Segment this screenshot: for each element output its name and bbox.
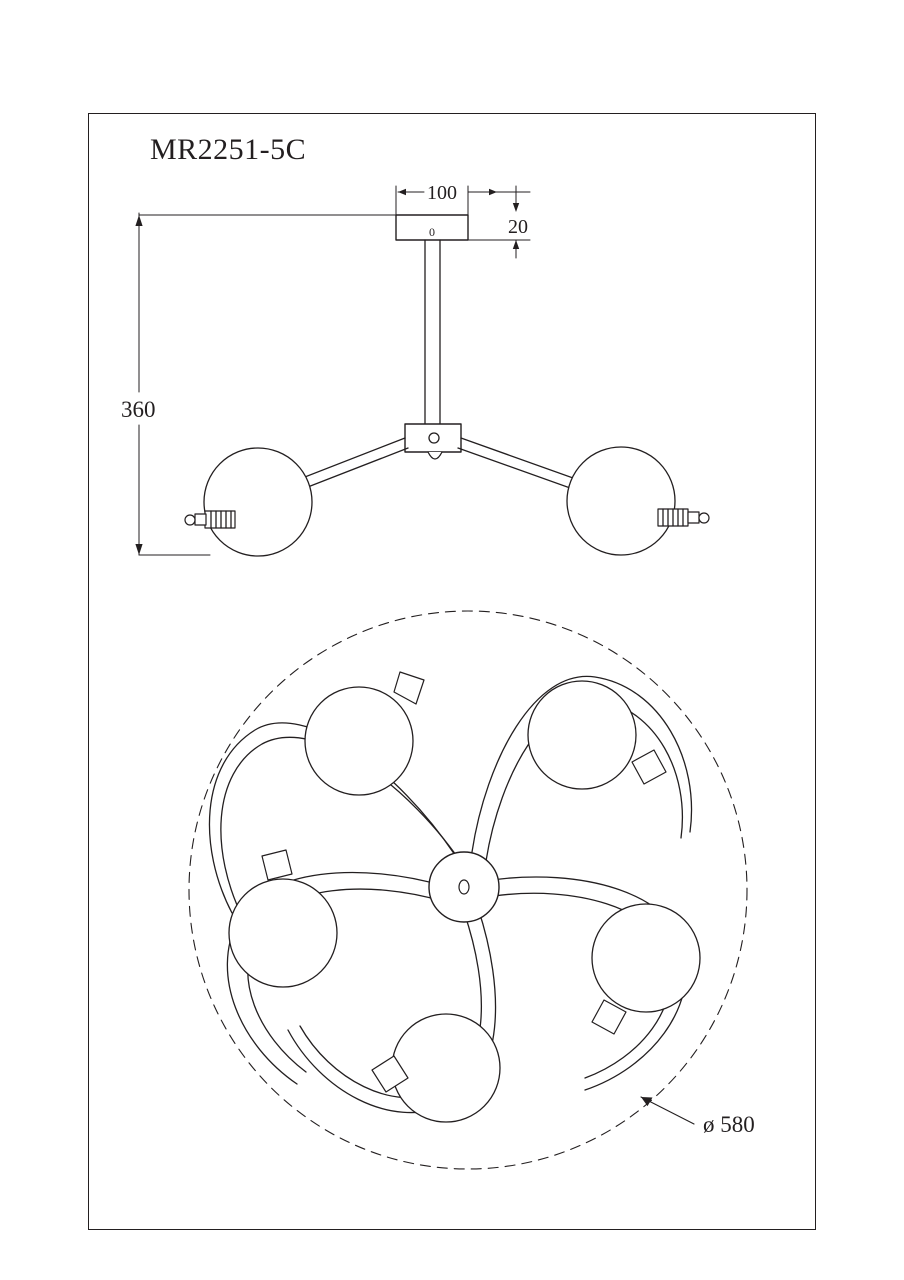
- dimension-label-canopy-height: 20: [508, 216, 528, 238]
- globe-left: [204, 448, 312, 556]
- arrow-360-bottom: [135, 544, 142, 555]
- dimension-label-overall-diameter: ø 580: [703, 1112, 755, 1137]
- diameter-leader: [641, 1097, 694, 1124]
- plan-globe-2: [528, 681, 636, 789]
- plan-hub-bolt: [459, 880, 469, 894]
- arrow-100-left: [398, 189, 406, 195]
- dimension-lines-front: [135, 186, 530, 555]
- plan-globe-1: [305, 687, 413, 795]
- plan-globe-5: [229, 879, 337, 987]
- plan-view: [189, 611, 747, 1169]
- hub-drop-cap: [428, 452, 442, 459]
- socket-right: [658, 509, 709, 526]
- canopy-mark-label: 0: [429, 225, 435, 239]
- page-title: MR2251-5C: [150, 133, 307, 166]
- front-elevation-view: [185, 215, 709, 556]
- arrow-20-up: [513, 203, 519, 212]
- dimension-label-overall-height: 360: [121, 397, 156, 422]
- hub-bolt: [429, 433, 439, 443]
- globe-right: [567, 447, 675, 555]
- plan-globe-4: [392, 1014, 500, 1122]
- arrow-20-down: [513, 240, 519, 249]
- arrow-360-top: [135, 215, 142, 226]
- dimension-label-canopy-width: 100: [427, 182, 457, 204]
- plan-globe-3: [592, 904, 700, 1012]
- socket-left: [185, 511, 235, 528]
